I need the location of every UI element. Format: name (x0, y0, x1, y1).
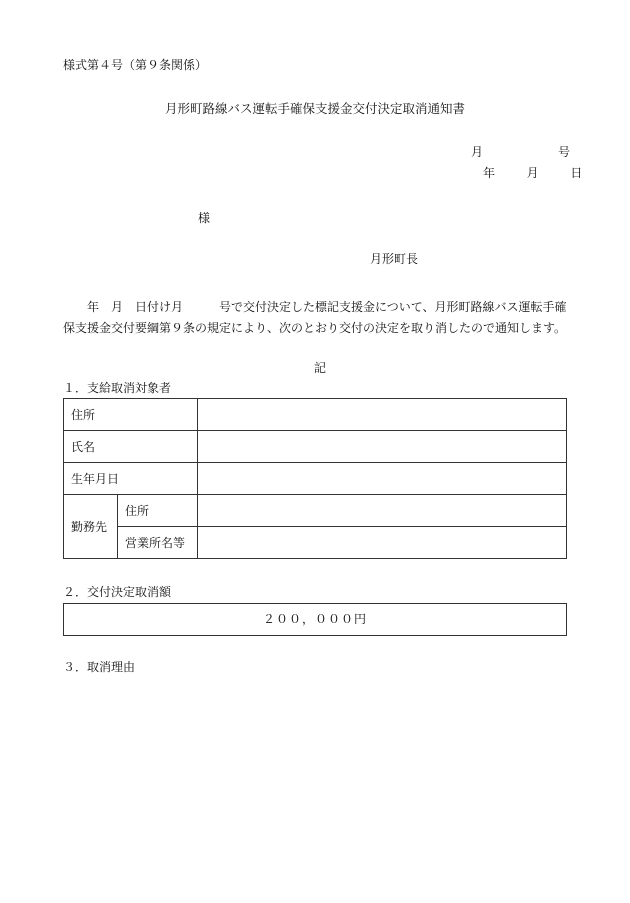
issuer-name: 月形町長 (370, 252, 419, 266)
label-workplace-address: 住所 (118, 495, 198, 527)
date-year-label: 年 (483, 166, 496, 180)
label-office-name: 営業所名等 (118, 527, 198, 559)
table-row-name (64, 431, 567, 463)
section3-heading: ３．取消理由 (63, 660, 136, 674)
section1-heading: １．支給取消対象者 (63, 381, 172, 395)
label-address: 住所 (64, 399, 198, 431)
form-number: 様式第４号（第９条関係） (63, 58, 208, 72)
document-title: 月形町路線バス運転手確保支援金交付決定取消通知書 (164, 101, 465, 116)
amount-value: ２００，０００円 (262, 612, 367, 626)
body-paragraph (63, 297, 575, 338)
date-day-label: 日 (570, 166, 583, 180)
label-birthdate: 生年月日 (64, 463, 198, 495)
amount-box (63, 603, 567, 636)
table-row-office-name (64, 527, 567, 559)
addressee-suffix: 様 (198, 211, 211, 225)
label-workplace: 勤務先 (64, 495, 118, 559)
recipient-table (63, 398, 567, 559)
value-birthdate (198, 463, 567, 495)
ki-marker: 記 (313, 361, 326, 375)
date-month-label: 月 (526, 166, 539, 180)
value-workplace-address (198, 495, 567, 527)
date-line (483, 167, 582, 179)
value-address (198, 399, 567, 431)
reference-month-label: 月 (471, 145, 484, 159)
table-row-workplace-address (64, 495, 567, 527)
value-office-name (198, 527, 567, 559)
reference-number-label: 号 (558, 145, 571, 159)
table-row-birthdate (64, 463, 567, 495)
table-row-address (64, 399, 567, 431)
label-name: 氏名 (64, 431, 198, 463)
section2-heading: ２．交付決定取消額 (63, 585, 172, 599)
value-name (198, 431, 567, 463)
body-text: 年 月 日付け月 号で交付決定した標記支援金について、月形町路線バス運転手確保支援金交付要綱第９条の規定により、次のとおり交付の決定を取り消したので通知します。 (63, 300, 567, 335)
